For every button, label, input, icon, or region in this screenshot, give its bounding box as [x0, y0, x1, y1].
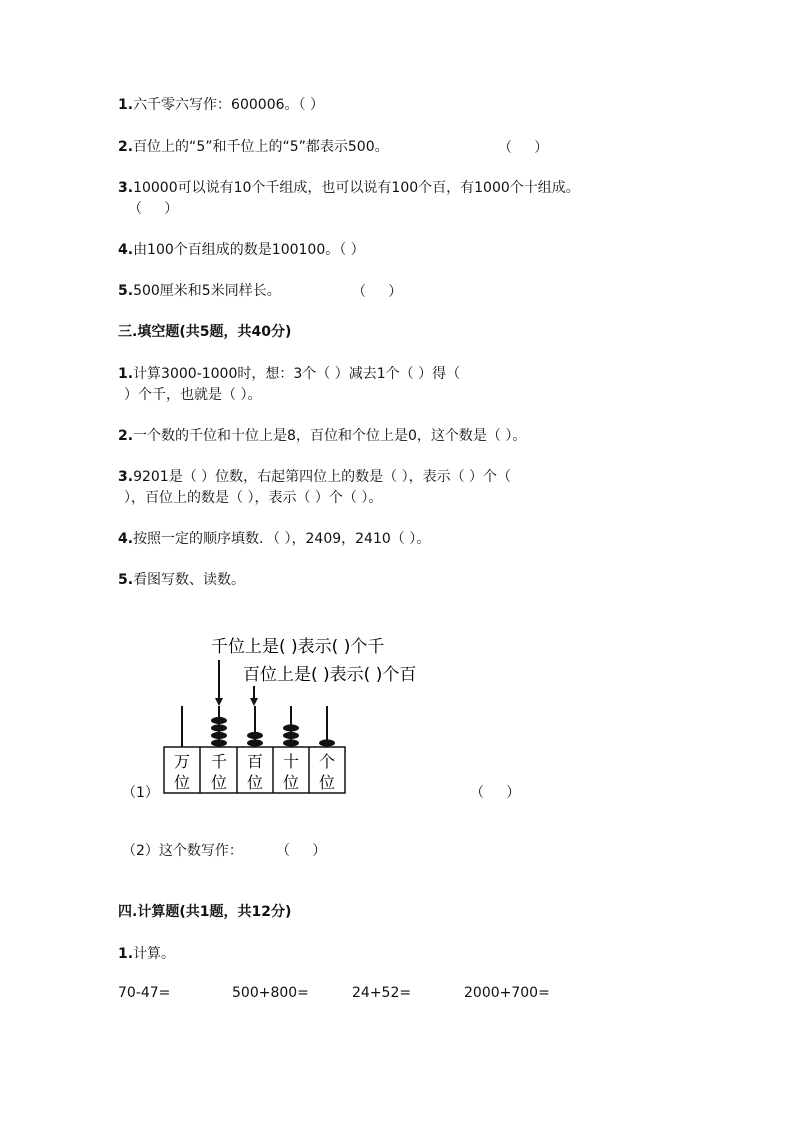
fill-question-1	[118, 364, 460, 384]
judge-question-5	[118, 281, 281, 301]
calc-item: 500+800=	[232, 985, 309, 1001]
place-label-bai: 百	[246, 752, 264, 771]
answer-blank[interactable]: （ ）	[276, 843, 327, 859]
abacus-bead	[247, 739, 263, 746]
question-number: 5.	[118, 283, 134, 299]
judge-question-1	[118, 95, 324, 115]
section-title: 三.填空题(共5题，共40分)	[118, 324, 292, 340]
caption-hundreds: 百位上是( )表示( )个百	[243, 665, 417, 685]
calc-item: 70-47=	[118, 985, 171, 1001]
question-number: 2.	[118, 428, 134, 444]
answer-blank[interactable]: （ ）	[128, 201, 179, 217]
abacus-bead	[211, 724, 227, 731]
place-label-wan: 万	[173, 752, 191, 771]
calc-item: 2000+700=	[464, 985, 550, 1001]
section-title: 四.计算题(共1题，共12分)	[118, 904, 292, 920]
question-number: 3.	[118, 180, 134, 196]
sub-question-1: （1）	[122, 785, 159, 801]
calc-question-1	[118, 944, 175, 964]
calc-item: 24+52=	[352, 985, 412, 1001]
fill-question-3	[118, 467, 511, 487]
question-text: 计算3000-1000时，想：3个（ ）减去1个（ ）得（	[133, 366, 461, 382]
sub-question-2: （2）这个数写作：	[122, 843, 243, 859]
question-number: 1.	[118, 97, 134, 113]
caption-thousands: 千位上是( )表示( )个千	[211, 637, 385, 657]
place-label-ge-2: 位	[318, 773, 336, 792]
abacus-bead	[211, 717, 227, 724]
judge-question-4	[118, 240, 365, 260]
question-text: 由100个百组成的数是100100。（ ）	[133, 242, 365, 258]
fill-question-4	[118, 529, 430, 549]
place-label-ge: 个	[318, 752, 336, 771]
question-text: 10000可以说有10个千组成，也可以说有100个百，有1000个十组成。	[133, 180, 580, 196]
answer-blank[interactable]: （ ）	[498, 140, 549, 156]
question-number: 4.	[118, 531, 134, 547]
question-number: 1.	[118, 946, 134, 962]
place-label-shi: 十	[282, 752, 300, 771]
question-text: 六千零六写作：600006。（ ）	[133, 97, 324, 113]
abacus-bead	[283, 739, 299, 746]
question-text: 百位上的“5”和千位上的“5”都表示500。	[133, 139, 389, 155]
answer-blank[interactable]: （ ）	[352, 284, 403, 300]
answer-blank[interactable]: （ ）	[470, 785, 521, 801]
place-label-shi-2: 位	[282, 773, 300, 792]
question-text: 一个数的千位和十位上是8，百位和个位上是0，这个数是（ ）。	[133, 428, 527, 444]
abacus-bead	[211, 732, 227, 739]
question-text-continued: ）个千，也就是（ ）。	[124, 387, 262, 403]
question-text: 看图写数、读数。	[133, 572, 246, 588]
question-number: 3.	[118, 469, 134, 485]
abacus-bead	[283, 724, 299, 731]
judge-question-3	[118, 178, 580, 198]
place-label-bai-2: 位	[246, 773, 264, 792]
abacus-bead	[211, 739, 227, 746]
question-number: 2.	[118, 139, 134, 155]
abacus-rods	[182, 706, 335, 747]
question-text: 500厘米和5米同样长。	[133, 283, 281, 299]
question-number: 1.	[118, 366, 134, 382]
abacus-bead	[283, 732, 299, 739]
question-text-continued: ），百位上的数是（ ），表示（ ）个（ ）。	[124, 490, 383, 506]
abacus-figure	[0, 620, 794, 860]
abacus-bead	[319, 739, 335, 746]
fill-question-2	[118, 426, 526, 446]
place-label-qian-2: 位	[210, 773, 228, 792]
question-text: 9201是（ ）位数，右起第四位上的数是（ ），表示（ ）个（	[133, 469, 512, 485]
judge-question-2	[118, 137, 389, 157]
fill-question-5	[118, 570, 245, 590]
abacus-bead	[247, 732, 263, 739]
place-label-qian: 千	[210, 752, 228, 771]
question-number: 5.	[118, 572, 134, 588]
question-text: 计算。	[133, 946, 176, 962]
question-number: 4.	[118, 242, 134, 258]
place-label-wan-2: 位	[173, 773, 191, 792]
question-text: 按照一定的顺序填数．（ ），2409，2410（ ）。	[133, 531, 431, 547]
